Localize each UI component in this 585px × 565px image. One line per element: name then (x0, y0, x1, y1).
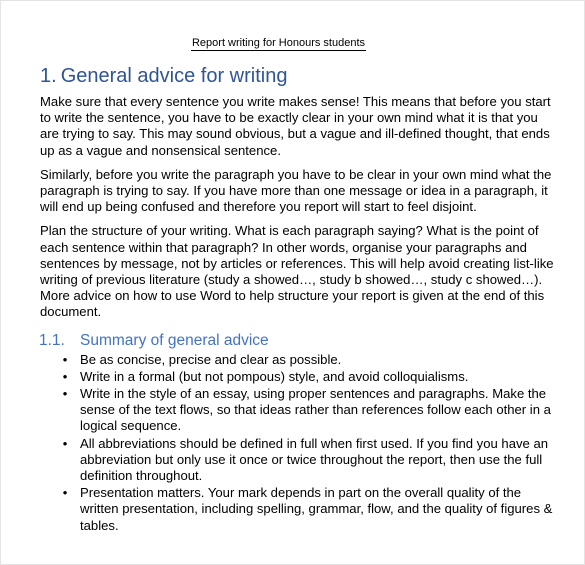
running-header-text: Report writing for Honours students (191, 37, 366, 49)
list-item (40, 352, 560, 368)
bullet-icon: • (62, 368, 68, 384)
section-number: 1. (40, 65, 57, 87)
bullet-icon: • (62, 485, 68, 501)
subsection-number: 1.1. (39, 331, 65, 349)
list-item-text: Presentation matters. Your mark depends in part on the overall quality of the written presentation, including spelling, grammar, flow, and the quality of figures & tables. (80, 485, 553, 533)
document-body (40, 63, 560, 535)
list-item (40, 436, 560, 485)
paragraph-3: Plan the structure of your writing. What is each paragraph saying? What is the point of each sentence within that paragraph? In other words, organise your paragraphs and sentences by message, not by articles or references. This will help avoid creating list-like writing of previous literature (study a showed…, study b showed…, study c showed…). More advice on how to use Word to help structure your report is given at the end of this document. (40, 223, 554, 320)
subsection-title: Summary of general advice (80, 331, 269, 349)
subsection-heading (39, 331, 560, 350)
list-item (40, 485, 560, 534)
list-item-text: All abbreviations should be defined in full when first used. If you find you have an abbreviation but only use it once or twice throughout the report, then use the full definition throughout. (80, 435, 549, 484)
list-item-text: Write in a formal (but not pompous) style, and avoid colloquialisms. (80, 368, 469, 384)
list-item (40, 386, 560, 435)
running-header (1, 36, 556, 50)
paragraph-1: Make sure that every sentence you write makes sense! This means that before you start to write the sentence, you have to be exactly clear in your own mind what it is that you are trying to say. This may sound obvious, but a vague and ill-defined thought, that ends up as a vague and nonsensical sentence. (40, 94, 551, 158)
list-item-text: Write in the style of an essay, using proper sentences and paragraphs. Make the sense of the text flows, so that ideas rather than references follow each other in a logical sequence. (80, 386, 551, 434)
list-item-text: Be as concise, precise and clear as possible. (80, 351, 342, 367)
section-heading (40, 63, 560, 89)
list-item (40, 369, 560, 385)
bullet-icon: • (62, 386, 68, 402)
bullet-icon: • (62, 351, 68, 367)
paragraph-2: Similarly, before you write the paragraph you have to be clear in your own mind what the paragraph is trying to say. If you have more than one message or idea in a paragraph, it will end up being confused and therefore you report will start to feel disjoint. (40, 166, 552, 215)
bullet-icon: • (62, 435, 68, 451)
section-title: General advice for writing (60, 65, 288, 87)
advice-list (40, 352, 560, 534)
